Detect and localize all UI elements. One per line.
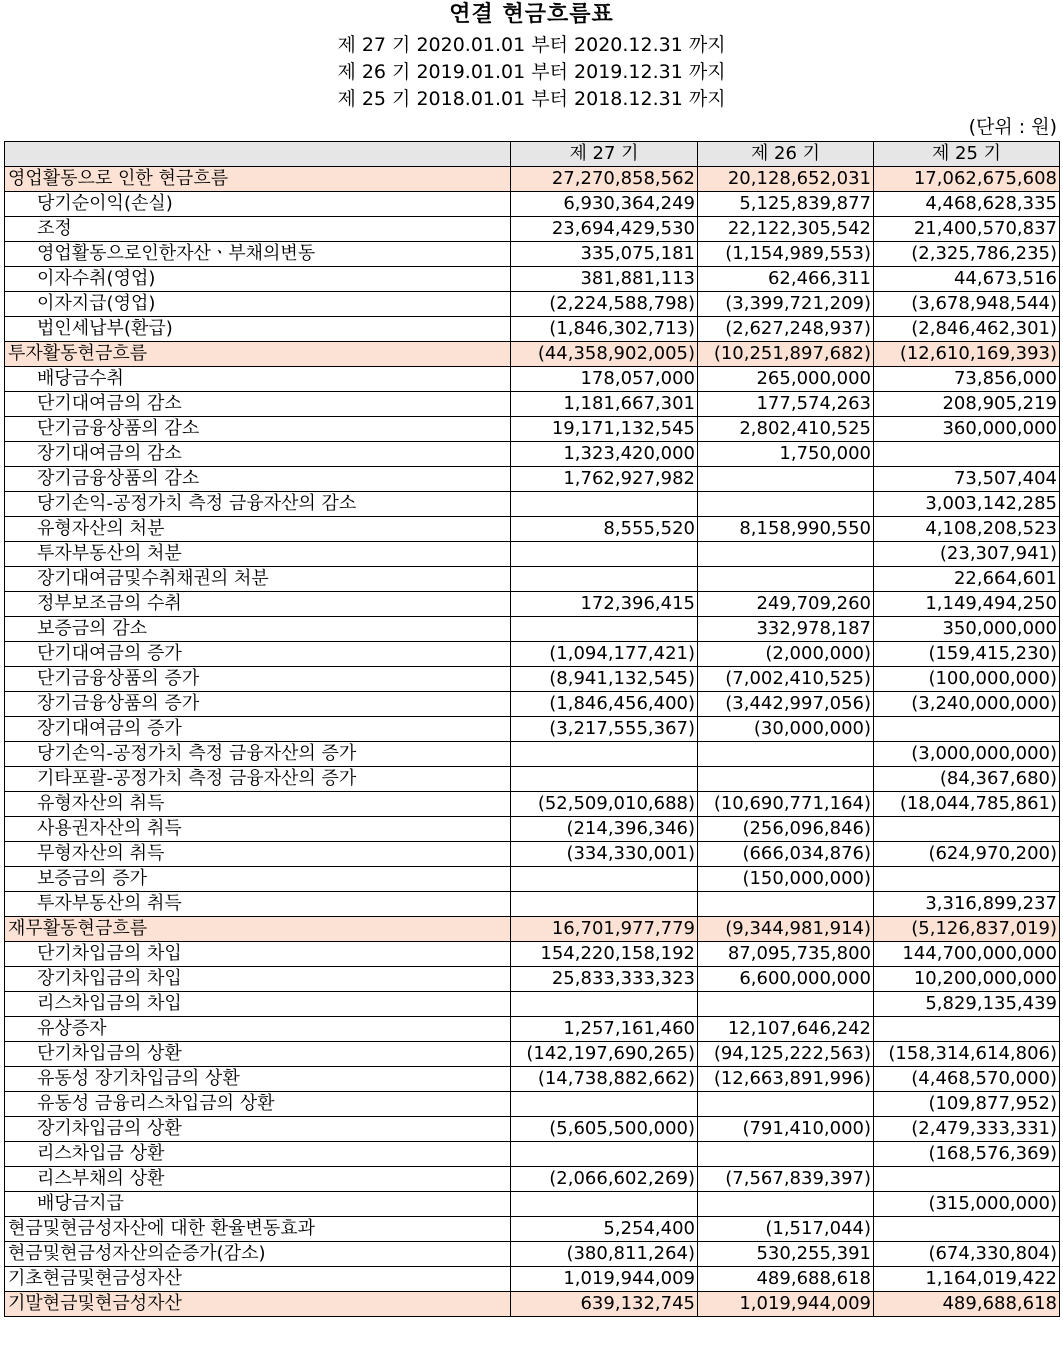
- table-row: [5, 542, 1060, 567]
- row-value-26: (30,000,000): [698, 717, 874, 742]
- row-value-27: [511, 1092, 698, 1117]
- row-label: 현금및현금성자산에 대한 환율변동효과: [5, 1217, 511, 1242]
- row-label: 장기대여금및수취채권의 처분: [5, 567, 511, 592]
- table-row: [5, 367, 1060, 392]
- table-row: [5, 1017, 1060, 1042]
- period-line-25: 제 25 기 2018.01.01 부터 2018.12.31 까지: [337, 88, 726, 110]
- row-label: 기초현금및현금성자산: [5, 1267, 511, 1292]
- table-row: [5, 417, 1060, 442]
- row-label: 배당금수취: [5, 367, 511, 392]
- table-row: [5, 342, 1060, 367]
- row-value-25: (18,044,785,861): [874, 792, 1060, 817]
- row-label: 배당금지급: [5, 1192, 511, 1217]
- row-value-25: 5,829,135,439: [874, 992, 1060, 1017]
- table-row: [5, 642, 1060, 667]
- row-value-26: 265,000,000: [698, 367, 874, 392]
- table-row: [5, 1142, 1060, 1167]
- table-row: [5, 1167, 1060, 1192]
- row-label: 유상증자: [5, 1017, 511, 1042]
- row-value-26: (9,344,981,914): [698, 917, 874, 942]
- row-value-27: 27,270,858,562: [511, 167, 698, 192]
- row-value-27: (52,509,010,688): [511, 792, 698, 817]
- row-value-26: [698, 542, 874, 567]
- row-value-25: (3,000,000,000): [874, 742, 1060, 767]
- row-label: 사용권자산의 취득: [5, 817, 511, 842]
- row-value-25: (23,307,941): [874, 542, 1060, 567]
- row-value-25: 1,149,494,250: [874, 592, 1060, 617]
- row-value-25: (3,678,948,544): [874, 292, 1060, 317]
- table-row: [5, 742, 1060, 767]
- table-row: [5, 792, 1060, 817]
- row-value-26: (7,567,839,397): [698, 1167, 874, 1192]
- row-value-26: [698, 742, 874, 767]
- row-value-27: (380,811,264): [511, 1242, 698, 1267]
- row-value-27: 1,181,667,301: [511, 392, 698, 417]
- row-value-27: 178,057,000: [511, 367, 698, 392]
- period-line-26: 제 26 기 2019.01.01 부터 2019.12.31 까지: [337, 61, 726, 83]
- row-value-27: (44,358,902,005): [511, 342, 698, 367]
- row-value-26: 22,122,305,542: [698, 217, 874, 242]
- row-value-26: [698, 492, 874, 517]
- row-value-25: 73,507,404: [874, 467, 1060, 492]
- table-row: [5, 992, 1060, 1017]
- row-label: 당기손익-공정가치 측정 금융자산의 감소: [5, 492, 511, 517]
- table-row: [5, 967, 1060, 992]
- row-value-25: 489,688,618: [874, 1292, 1060, 1317]
- row-value-26: (2,627,248,937): [698, 317, 874, 342]
- row-value-27: 381,881,113: [511, 267, 698, 292]
- row-label: 장기차입금의 차입: [5, 967, 511, 992]
- statement-title: 연결 현금흐름표: [449, 2, 614, 27]
- table-row: [5, 1242, 1060, 1267]
- row-value-25: 21,400,570,837: [874, 217, 1060, 242]
- row-value-25: 3,316,899,237: [874, 892, 1060, 917]
- row-value-27: [511, 567, 698, 592]
- row-value-26: (666,034,876): [698, 842, 874, 867]
- row-value-25: (158,314,614,806): [874, 1042, 1060, 1067]
- row-label: 단기차입금의 차입: [5, 942, 511, 967]
- row-value-27: [511, 617, 698, 642]
- row-label: 보증금의 감소: [5, 617, 511, 642]
- row-label: 장기금융상품의 감소: [5, 467, 511, 492]
- row-value-27: 16,701,977,779: [511, 917, 698, 942]
- row-label: 단기대여금의 감소: [5, 392, 511, 417]
- period-line-27: 제 27 기 2020.01.01 부터 2020.12.31 까지: [337, 34, 726, 56]
- row-value-27: 1,019,944,009: [511, 1267, 698, 1292]
- row-value-25: [874, 817, 1060, 842]
- row-label: 장기대여금의 감소: [5, 442, 511, 467]
- row-value-25: (100,000,000): [874, 667, 1060, 692]
- unit-label: (단위 : 원): [968, 116, 1057, 138]
- row-value-27: (1,846,302,713): [511, 317, 698, 342]
- row-value-27: 6,930,364,249: [511, 192, 698, 217]
- row-value-27: [511, 892, 698, 917]
- row-value-25: (3,240,000,000): [874, 692, 1060, 717]
- row-value-25: 360,000,000: [874, 417, 1060, 442]
- row-label: 법인세납부(환급): [5, 317, 511, 342]
- table-row: [5, 267, 1060, 292]
- row-label: 이자지급(영업): [5, 292, 511, 317]
- table-row: [5, 492, 1060, 517]
- row-value-25: 4,108,208,523: [874, 517, 1060, 542]
- row-label: 단기차입금의 상환: [5, 1042, 511, 1067]
- row-value-27: (5,605,500,000): [511, 1117, 698, 1142]
- row-label: 단기금융상품의 증가: [5, 667, 511, 692]
- row-label: 리스부채의 상환: [5, 1167, 511, 1192]
- row-value-25: 22,664,601: [874, 567, 1060, 592]
- row-value-26: 12,107,646,242: [698, 1017, 874, 1042]
- row-value-26: (10,690,771,164): [698, 792, 874, 817]
- table-row: [5, 1292, 1060, 1317]
- table-row: [5, 292, 1060, 317]
- row-label: 영업활동으로 인한 현금흐름: [5, 167, 511, 192]
- table-row: [5, 917, 1060, 942]
- row-value-27: (334,330,001): [511, 842, 698, 867]
- row-label: 현금및현금성자산의순증가(감소): [5, 1242, 511, 1267]
- row-value-27: [511, 492, 698, 517]
- table-row: [5, 442, 1060, 467]
- row-value-25: 144,700,000,000: [874, 942, 1060, 967]
- row-value-25: (168,576,369): [874, 1142, 1060, 1167]
- row-label: 당기순이익(손실): [5, 192, 511, 217]
- table-row: [5, 192, 1060, 217]
- row-value-27: 335,075,181: [511, 242, 698, 267]
- row-value-26: (3,399,721,209): [698, 292, 874, 317]
- row-value-26: (256,096,846): [698, 817, 874, 842]
- row-value-25: (2,325,786,235): [874, 242, 1060, 267]
- row-value-25: 44,673,516: [874, 267, 1060, 292]
- header-label-col: [5, 142, 511, 167]
- table-row: [5, 1217, 1060, 1242]
- row-value-26: 5,125,839,877: [698, 192, 874, 217]
- row-value-27: (2,066,602,269): [511, 1167, 698, 1192]
- row-value-27: [511, 542, 698, 567]
- row-label: 기말현금및현금성자산: [5, 1292, 511, 1317]
- row-value-27: (3,217,555,367): [511, 717, 698, 742]
- table-row: [5, 392, 1060, 417]
- row-value-26: 177,574,263: [698, 392, 874, 417]
- table-row: [5, 242, 1060, 267]
- row-value-27: [511, 1142, 698, 1167]
- table-row: [5, 317, 1060, 342]
- row-label: 장기차입금의 상환: [5, 1117, 511, 1142]
- row-value-27: (2,224,588,798): [511, 292, 698, 317]
- row-value-27: 172,396,415: [511, 592, 698, 617]
- row-value-26: 62,466,311: [698, 267, 874, 292]
- row-value-27: 25,833,333,323: [511, 967, 698, 992]
- table-row: [5, 717, 1060, 742]
- table-row: [5, 692, 1060, 717]
- header-period-26: 제 26 기: [698, 142, 874, 167]
- row-value-25: 3,003,142,285: [874, 492, 1060, 517]
- cash-flow-table: [4, 141, 1060, 1317]
- row-label: 단기대여금의 증가: [5, 642, 511, 667]
- row-value-26: 1,019,944,009: [698, 1292, 874, 1317]
- table-row: [5, 1042, 1060, 1067]
- row-value-27: 1,323,420,000: [511, 442, 698, 467]
- row-value-26: 6,600,000,000: [698, 967, 874, 992]
- row-value-26: (10,251,897,682): [698, 342, 874, 367]
- row-value-27: 1,762,927,982: [511, 467, 698, 492]
- row-value-26: [698, 1192, 874, 1217]
- row-label: 유동성 금융리스차입금의 상환: [5, 1092, 511, 1117]
- table-row: [5, 592, 1060, 617]
- table-header-row: [5, 142, 1060, 167]
- row-value-26: 249,709,260: [698, 592, 874, 617]
- row-label: 기타포괄-공정가치 측정 금융자산의 증가: [5, 767, 511, 792]
- row-value-25: (4,468,570,000): [874, 1067, 1060, 1092]
- row-value-27: 19,171,132,545: [511, 417, 698, 442]
- table-row: [5, 767, 1060, 792]
- row-value-27: (1,094,177,421): [511, 642, 698, 667]
- row-value-26: [698, 467, 874, 492]
- row-value-27: 5,254,400: [511, 1217, 698, 1242]
- row-value-27: [511, 992, 698, 1017]
- row-value-26: [698, 1092, 874, 1117]
- row-value-27: 639,132,745: [511, 1292, 698, 1317]
- row-label: 장기대여금의 증가: [5, 717, 511, 742]
- row-value-27: (1,846,456,400): [511, 692, 698, 717]
- row-value-25: (674,330,804): [874, 1242, 1060, 1267]
- row-value-27: (214,396,346): [511, 817, 698, 842]
- row-value-25: 17,062,675,608: [874, 167, 1060, 192]
- row-label: 유형자산의 취득: [5, 792, 511, 817]
- row-value-26: 87,095,735,800: [698, 942, 874, 967]
- row-label: 이자수취(영업): [5, 267, 511, 292]
- row-label: 무형자산의 취득: [5, 842, 511, 867]
- table-row: [5, 892, 1060, 917]
- row-value-27: 154,220,158,192: [511, 942, 698, 967]
- row-value-27: 8,555,520: [511, 517, 698, 542]
- row-value-25: 208,905,219: [874, 392, 1060, 417]
- row-value-25: [874, 442, 1060, 467]
- row-value-25: (624,970,200): [874, 842, 1060, 867]
- row-value-26: 20,128,652,031: [698, 167, 874, 192]
- row-label: 보증금의 증가: [5, 867, 511, 892]
- row-value-27: 23,694,429,530: [511, 217, 698, 242]
- row-label: 투자활동현금흐름: [5, 342, 511, 367]
- row-label: 투자부동산의 취득: [5, 892, 511, 917]
- table-row: [5, 667, 1060, 692]
- row-label: 재무활동현금흐름: [5, 917, 511, 942]
- row-value-27: [511, 1192, 698, 1217]
- row-value-26: (94,125,222,563): [698, 1042, 874, 1067]
- row-value-25: 4,468,628,335: [874, 192, 1060, 217]
- table-row: [5, 617, 1060, 642]
- table-row: [5, 1117, 1060, 1142]
- table-row: [5, 1267, 1060, 1292]
- table-row: [5, 817, 1060, 842]
- row-value-25: 1,164,019,422: [874, 1267, 1060, 1292]
- row-value-27: (14,738,882,662): [511, 1067, 698, 1092]
- row-value-25: 73,856,000: [874, 367, 1060, 392]
- row-value-26: 530,255,391: [698, 1242, 874, 1267]
- row-value-26: 332,978,187: [698, 617, 874, 642]
- row-value-25: [874, 1217, 1060, 1242]
- table-row: [5, 167, 1060, 192]
- row-value-25: 10,200,000,000: [874, 967, 1060, 992]
- row-label: 영업활동으로인한자산ㆍ부채의변동: [5, 242, 511, 267]
- table-row: [5, 1092, 1060, 1117]
- row-value-27: (142,197,690,265): [511, 1042, 698, 1067]
- row-label: 리스차입금 상환: [5, 1142, 511, 1167]
- row-value-26: (1,154,989,553): [698, 242, 874, 267]
- row-value-26: 1,750,000: [698, 442, 874, 467]
- row-label: 조정: [5, 217, 511, 242]
- row-label: 단기금융상품의 감소: [5, 417, 511, 442]
- row-label: 유형자산의 처분: [5, 517, 511, 542]
- row-value-25: (5,126,837,019): [874, 917, 1060, 942]
- row-value-26: (7,002,410,525): [698, 667, 874, 692]
- header-period-25: 제 25 기: [874, 142, 1060, 167]
- row-label: 리스차입금의 차입: [5, 992, 511, 1017]
- row-label: 유동성 장기차입금의 상환: [5, 1067, 511, 1092]
- row-label: 투자부동산의 처분: [5, 542, 511, 567]
- row-value-25: (2,846,462,301): [874, 317, 1060, 342]
- row-value-27: [511, 867, 698, 892]
- row-value-26: (791,410,000): [698, 1117, 874, 1142]
- row-value-25: (84,367,680): [874, 767, 1060, 792]
- row-value-25: (12,610,169,393): [874, 342, 1060, 367]
- table-row: [5, 567, 1060, 592]
- table-row: [5, 1067, 1060, 1092]
- row-value-27: 1,257,161,460: [511, 1017, 698, 1042]
- row-value-27: [511, 742, 698, 767]
- row-value-26: 489,688,618: [698, 1267, 874, 1292]
- row-label: 정부보조금의 수취: [5, 592, 511, 617]
- row-value-25: 350,000,000: [874, 617, 1060, 642]
- table-row: [5, 842, 1060, 867]
- table-row: [5, 942, 1060, 967]
- row-value-26: (2,000,000): [698, 642, 874, 667]
- row-label: 당기손익-공정가치 측정 금융자산의 증가: [5, 742, 511, 767]
- row-value-26: 2,802,410,525: [698, 417, 874, 442]
- row-value-26: (3,442,997,056): [698, 692, 874, 717]
- row-value-25: (159,415,230): [874, 642, 1060, 667]
- row-value-26: (12,663,891,996): [698, 1067, 874, 1092]
- row-value-25: (2,479,333,331): [874, 1117, 1060, 1142]
- row-value-26: 8,158,990,550: [698, 517, 874, 542]
- table-row: [5, 517, 1060, 542]
- table-row: [5, 1192, 1060, 1217]
- row-value-26: [698, 892, 874, 917]
- row-value-26: (150,000,000): [698, 867, 874, 892]
- row-value-26: [698, 992, 874, 1017]
- table-row: [5, 867, 1060, 892]
- row-value-25: [874, 717, 1060, 742]
- header-period-27: 제 27 기: [511, 142, 698, 167]
- row-value-26: [698, 767, 874, 792]
- row-value-25: [874, 867, 1060, 892]
- row-value-25: [874, 1017, 1060, 1042]
- row-value-27: [511, 767, 698, 792]
- row-value-25: (109,877,952): [874, 1092, 1060, 1117]
- row-value-26: (1,517,044): [698, 1217, 874, 1242]
- row-label: 장기금융상품의 증가: [5, 692, 511, 717]
- row-value-25: (315,000,000): [874, 1192, 1060, 1217]
- row-value-26: [698, 1142, 874, 1167]
- row-value-25: [874, 1167, 1060, 1192]
- table-row: [5, 217, 1060, 242]
- table-row: [5, 467, 1060, 492]
- row-value-26: [698, 567, 874, 592]
- row-value-27: (8,941,132,545): [511, 667, 698, 692]
